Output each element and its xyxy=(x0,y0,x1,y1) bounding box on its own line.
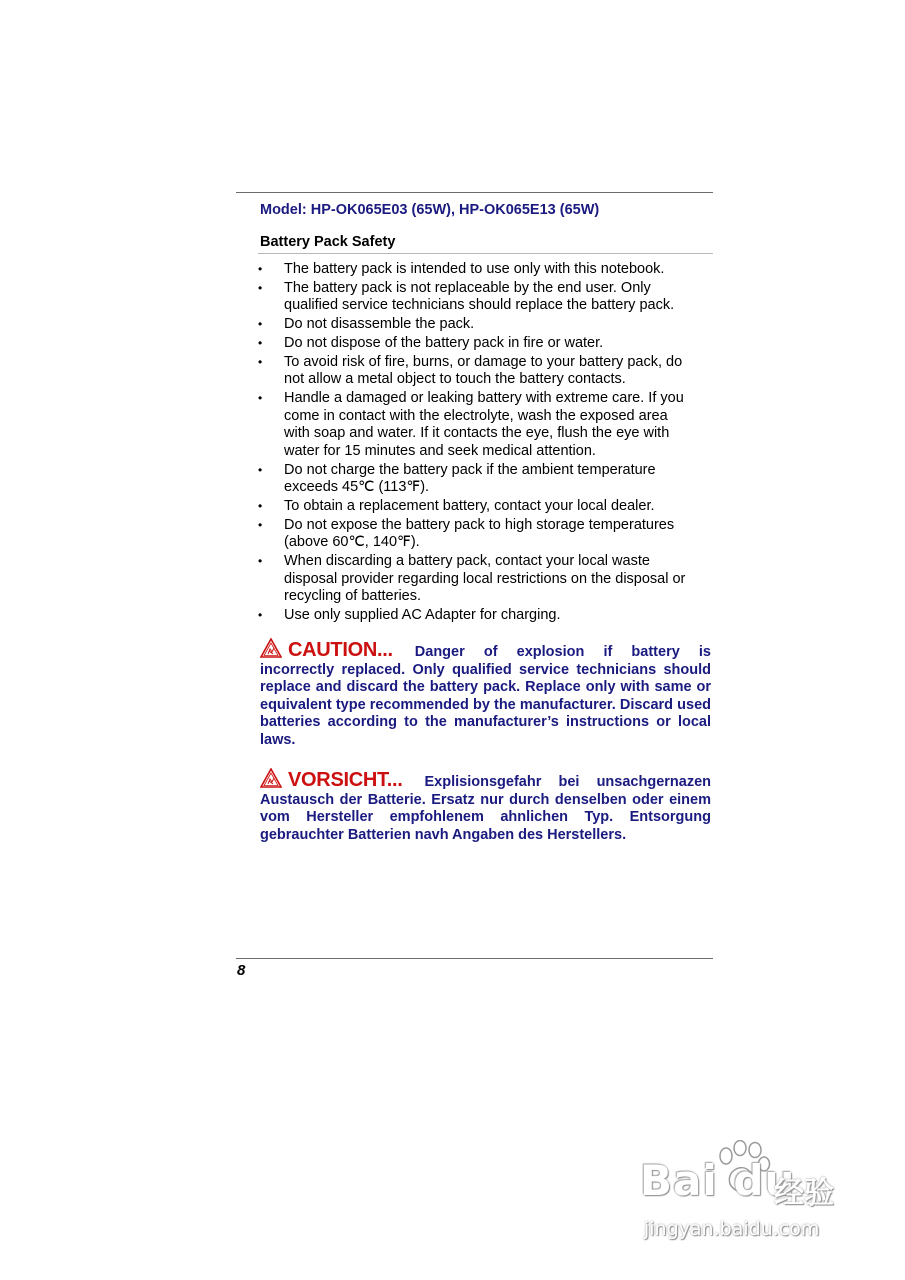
bullet-item xyxy=(258,280,713,315)
safety-bullet-list xyxy=(258,261,713,626)
page-number: 8 xyxy=(237,962,246,979)
caution-label: CAUTION... xyxy=(288,639,393,661)
bullet-item xyxy=(258,316,713,334)
bullet-line: • Do not expose the battery pack to high storage temperatures xyxy=(284,516,675,533)
bullet-line: • Do not disassemble the pack. xyxy=(284,316,475,333)
hazard-triangle-icon xyxy=(260,768,282,788)
bullet-line: disposal provider regarding local restrictions on the disposal or xyxy=(284,570,686,587)
bullet-line: • To avoid risk of fire, burns, or damage to your battery pack, do xyxy=(284,353,683,370)
bullet-line: exceeds 45℃ (113℉). xyxy=(284,479,430,496)
vorsicht-heading xyxy=(260,768,403,792)
vorsicht-label: VORSICHT... xyxy=(288,769,403,791)
section-title: Battery Pack Safety xyxy=(260,234,396,250)
bullet-line: come in contact with the electrolyte, wash the exposed area xyxy=(284,407,668,424)
model-heading: Model: HP-OK065E03 (65W), HP-OK065E13 (65W) xyxy=(260,202,600,218)
top-rule xyxy=(236,192,713,193)
bullet-item xyxy=(258,354,713,389)
watermark-cn-text: 经验 xyxy=(774,1176,834,1211)
bullet-line: • Handle a damaged or leaking battery with extreme care. If you xyxy=(284,390,684,407)
watermark-url: jingyan.baidu.com xyxy=(644,1218,820,1240)
baidu-watermark xyxy=(638,1140,868,1252)
caution-block xyxy=(260,638,711,750)
bullet-line: • Do not charge the battery pack if the ambient temperature xyxy=(284,461,656,478)
bullet-line: with soap and water. If it contacts the eye, flush the eye with xyxy=(284,425,670,442)
bullet-line: • The battery pack is intended to use only with this notebook. xyxy=(284,261,665,277)
bullet-line: • Use only supplied AC Adapter for charging. xyxy=(284,607,561,624)
bullet-line: qualified service technicians should replace the battery pack. xyxy=(284,297,675,314)
bullet-line: recycling of batteries. xyxy=(284,588,422,605)
bullet-item xyxy=(258,498,713,516)
bullet-item xyxy=(258,517,713,552)
bullet-line: (above 60℃, 140℉). xyxy=(284,534,420,551)
bullet-item xyxy=(258,553,713,606)
watermark-logo-text: Bai du xyxy=(640,1156,796,1205)
hazard-triangle-icon xyxy=(260,638,282,658)
bullet-line: water for 15 minutes and seek medical attention. xyxy=(284,442,596,459)
bullet-line: • Do not dispose of the battery pack in fire or water. xyxy=(284,334,604,351)
vorsicht-block xyxy=(260,768,711,844)
bullet-item xyxy=(258,261,713,279)
bottom-rule xyxy=(236,958,713,959)
caution-heading xyxy=(260,638,393,662)
bullet-item xyxy=(258,607,713,625)
caution-text: Danger of explosion if battery is incorrectly replaced. Only qualified service technicians should replace and discard the battery pack. Replace only with same or equivalent type recommended by the manufacturer. Discard used batteries according to the manufacturer’s instructions or local laws. xyxy=(260,644,711,748)
bullet-item xyxy=(258,390,713,460)
bullet-line: • The battery pack is not replaceable by the end user. Only xyxy=(284,279,651,296)
bullet-line: not allow a metal object to touch the battery contacts. xyxy=(284,371,626,388)
bullet-item xyxy=(258,335,713,353)
section-divider xyxy=(258,253,713,254)
bullet-line: • To obtain a replacement battery, contact your local dealer. xyxy=(284,498,655,515)
bullet-line: • When discarding a battery pack, contact your local waste xyxy=(284,553,650,570)
vorsicht-text: Explisionsgefahr bei unsachgernazen Austausch der Batterie. Ersatz nur durch denselben oder einem vom Hersteller empfohlenem ahnlichen Typ. Entsorgung gebrauchter Batterien navh Angaben des Herstellers. xyxy=(260,774,711,843)
bullet-item xyxy=(258,462,713,497)
